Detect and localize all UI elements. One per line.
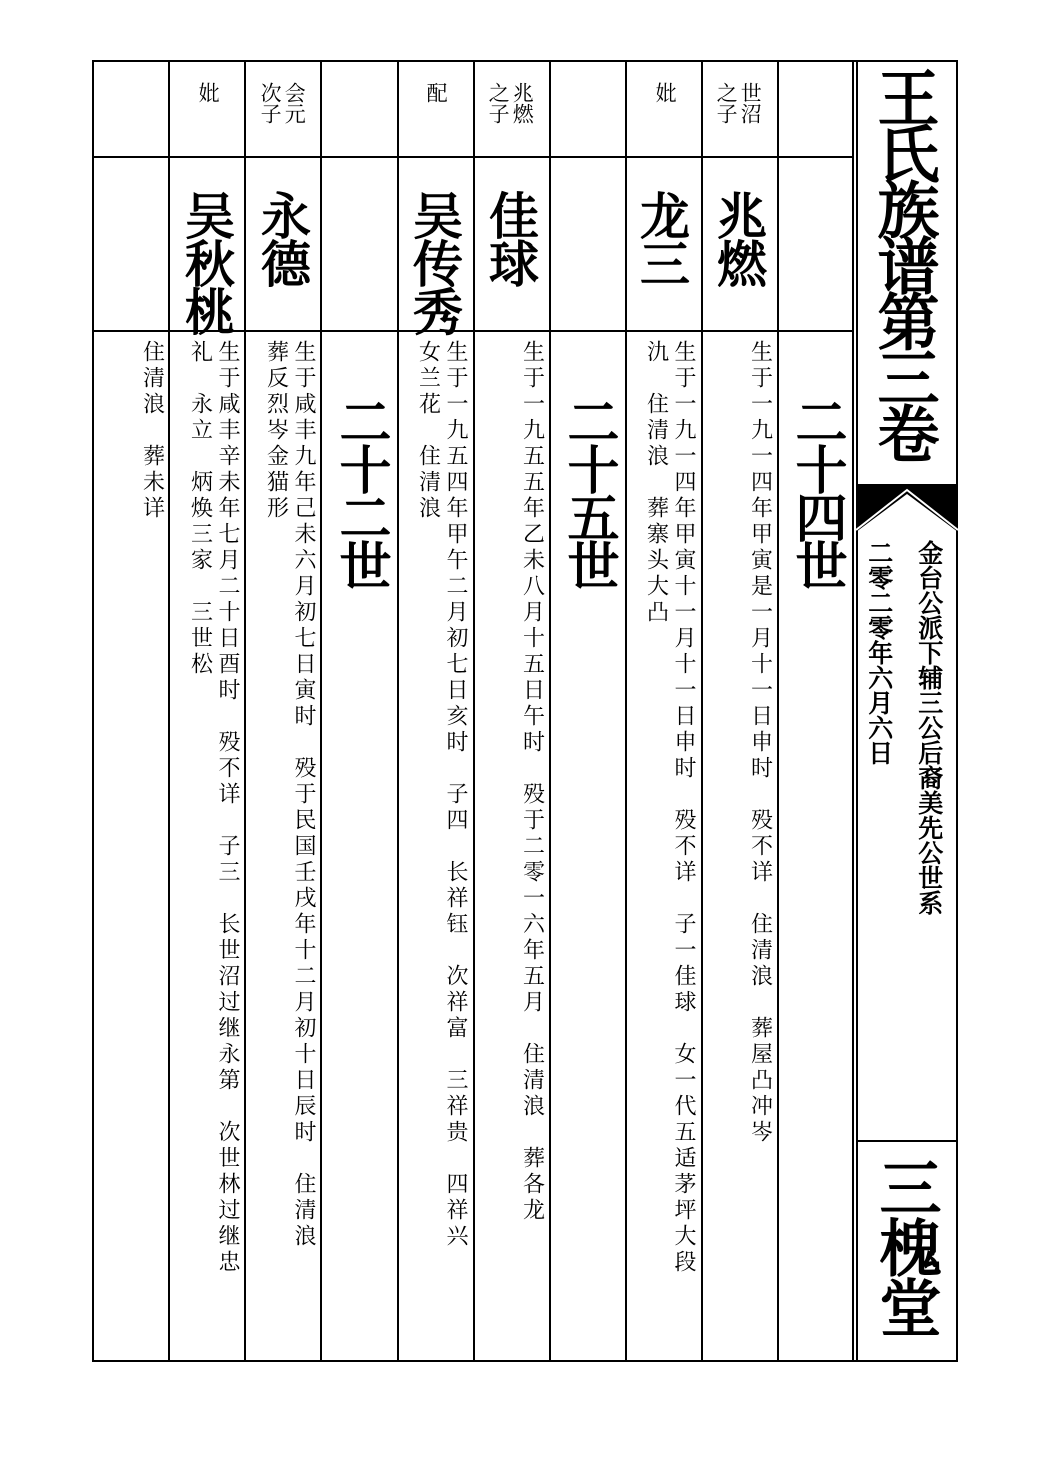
generation-heading: 二十四世 <box>786 395 847 587</box>
compile-date: 二零二零年六月六日 <box>864 540 894 765</box>
person-name: 兆燃 <box>709 190 768 286</box>
column-divider <box>244 60 246 1362</box>
spouse-label: 配 <box>424 82 449 103</box>
branch-subtitle: 金台公派下辅三公后裔美先公世系 <box>914 540 944 915</box>
fishtail-marker <box>856 486 958 532</box>
column-divider <box>397 60 399 1362</box>
spouse-label: 妣 <box>196 82 221 103</box>
biography-text: 生于咸丰辛未年七月二十日酉时 殁不详 子三 长世沼过继永第 次世林过继忠 礼 永立 炳焕三家 三世松 <box>187 340 240 1276</box>
person-name: 永德 <box>253 190 312 286</box>
biography-text: 生于一九五五年乙未八月十五日午时 殁于二零一六年五月 住清浪 葬各龙 <box>519 340 545 1224</box>
person-name: 佳球 <box>481 190 540 286</box>
title-separator <box>856 1140 958 1142</box>
spouse-label: 妣 <box>653 82 678 103</box>
column-divider <box>320 60 322 1362</box>
column-divider <box>777 60 779 1362</box>
generation-heading: 二十五世 <box>558 395 619 587</box>
row-divider <box>92 156 854 158</box>
column-divider <box>473 60 475 1362</box>
page-title: 王氏族谱第三卷 <box>867 66 940 458</box>
person-name: 龙三 <box>632 190 691 286</box>
person-name: 吴传秀 <box>405 190 464 334</box>
hall-name: 三槐堂 <box>869 1156 942 1336</box>
parent-label: 世沼 之子 <box>714 82 763 124</box>
biography-text: 生于咸丰九年己未六月初七日寅时 殁于民国壬戌年十二月初十日辰时 住清浪 葬反烈岑金猫形 <box>263 340 316 1250</box>
generation-heading: 二十二世 <box>330 395 391 587</box>
biography-text: 住清浪 葬未详 <box>139 340 165 522</box>
biography-text: 生于一九一四年甲寅十一月十一日申时 殁不详 子一佳球 女一代五适茅坪大段 氿 住清浪 葬寨头大凸 <box>643 340 696 1276</box>
title-divider <box>852 60 854 1362</box>
column-divider <box>168 60 170 1362</box>
column-divider <box>625 60 627 1362</box>
column-divider <box>549 60 551 1362</box>
parent-label: 兆燃 之子 <box>486 82 535 124</box>
parent-label: 会元 次子 <box>258 82 307 124</box>
title-divider <box>856 60 858 1362</box>
biography-text: 生于一九五四年甲午二月初七日亥时 子四 长祥钰 次祥富 三祥贵 四祥兴 女兰花 住清浪 <box>415 340 468 1250</box>
biography-text: 生于一九一四年甲寅是一月十一日申时 殁不详 住清浪 葬屋凸冲岑 <box>747 340 773 1146</box>
column-divider <box>701 60 703 1362</box>
person-name: 吴秋桃 <box>177 190 236 334</box>
